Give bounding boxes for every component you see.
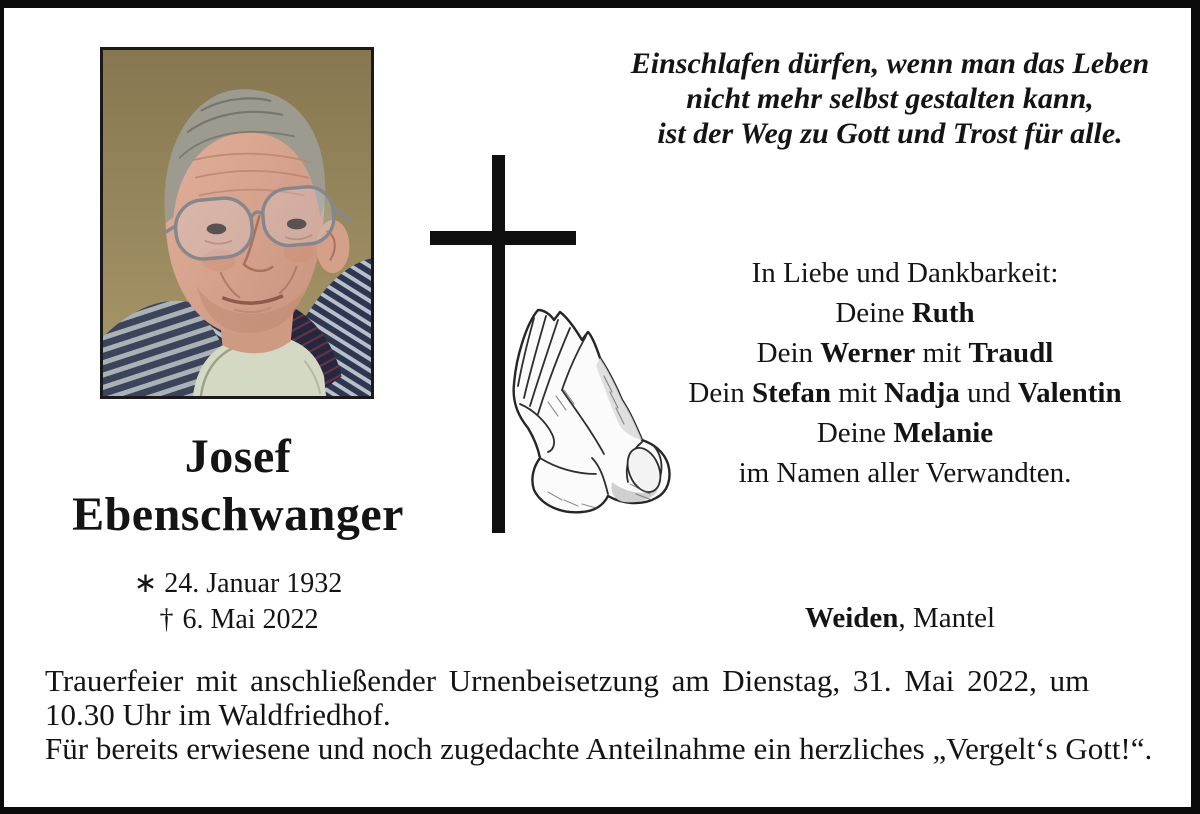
death-dagger-icon: † — [159, 604, 174, 635]
birth-star-icon: ∗ — [133, 568, 158, 599]
family-line: Deine Melanie — [816, 417, 994, 449]
condolence-block — [608, 253, 1200, 493]
funeral-details — [45, 664, 1167, 766]
life-dates — [38, 566, 438, 638]
place-line: Weiden, Mantel — [804, 602, 996, 634]
latin-cross-icon — [430, 231, 576, 245]
scan-border-left — [0, 0, 4, 814]
epigraph-line: Einschlafen dürfen, wenn man das Leben — [630, 47, 1150, 80]
birth-date-line: ∗ 24. Januar 1932 — [38, 566, 438, 602]
death-date-line: † 6. Mai 2022 — [38, 602, 438, 638]
scan-border-bottom — [0, 807, 1200, 814]
epigraph — [590, 46, 1190, 151]
portrait-illustration — [103, 50, 371, 396]
portrait-photo — [100, 47, 374, 399]
funeral-details-line: Trauerfeier mit anschließender Urnenbeisetzung am Dienstag, 31. Mai 2022, um — [45, 663, 1090, 698]
family-line: Dein Werner mit Traudl — [756, 337, 1054, 369]
family-line: Deine Ruth — [835, 297, 975, 329]
funeral-details-line: 10.30 Uhr im Waldfriedhof. — [45, 697, 391, 732]
deceased-name — [38, 428, 438, 544]
deceased-last-name: Ebenschwanger — [72, 488, 404, 541]
family-line: Dein Stefan mit Nadja und Valentin — [688, 377, 1122, 409]
funeral-details-line: Für bereits erwiesene und noch zugedachte Anteilnahme ein herzliches „Vergelt‘s Gott!“. — [45, 731, 1153, 766]
deceased-first-name: Josef — [184, 430, 292, 483]
condolence-closing: im Namen aller Verwandten. — [738, 457, 1072, 489]
condolence-intro: In Liebe und Dankbarkeit: — [751, 257, 1059, 289]
epigraph-line: ist der Weg zu Gott und Trost für alle. — [657, 117, 1123, 150]
scan-border-top — [0, 0, 1200, 8]
epigraph-line: nicht mehr selbst gestalten kann, — [686, 82, 1094, 115]
